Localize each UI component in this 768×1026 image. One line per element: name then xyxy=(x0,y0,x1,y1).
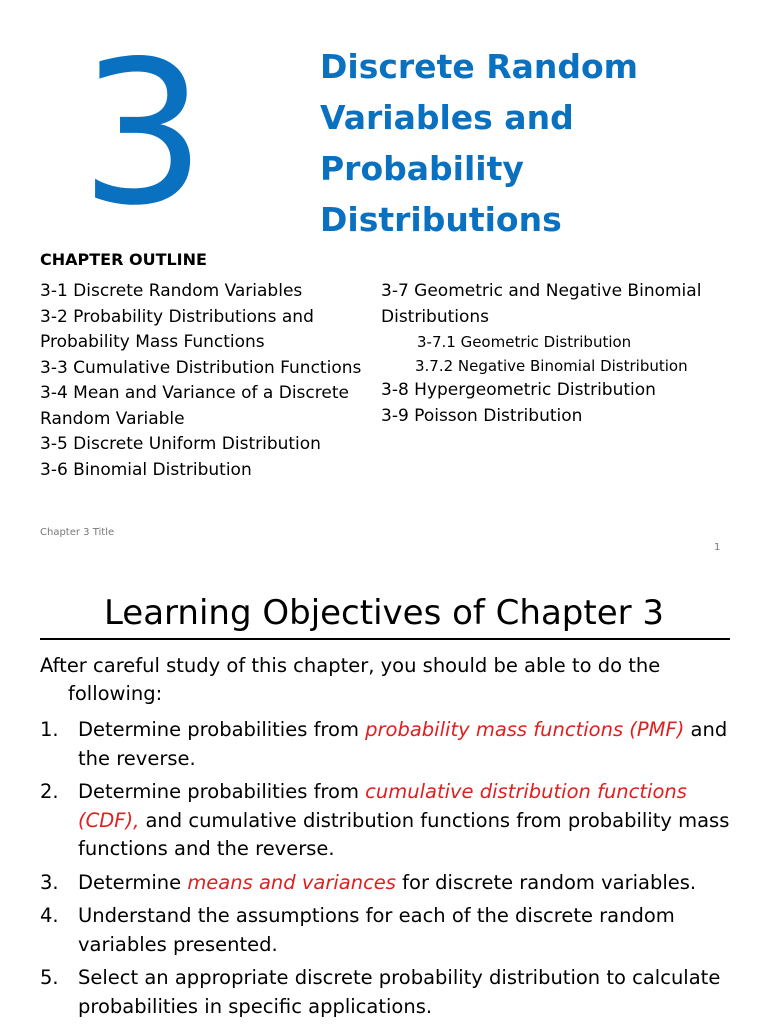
objective-text: Understand the assumptions for each of the discrete random variables presented. xyxy=(78,904,675,956)
intro-line: After careful study of this chapter, you should be able to do the xyxy=(40,654,661,677)
objective-item xyxy=(40,902,750,959)
outline-item: 3-1 Discrete Random Variables xyxy=(40,281,303,301)
objective-item xyxy=(40,778,750,864)
outline-subitem: 3-7.1 Geometric Distribution xyxy=(417,333,632,351)
objective-number: 4. xyxy=(40,904,59,927)
objectives-title: Learning Objectives of Chapter 3 xyxy=(103,593,665,633)
outline-heading: CHAPTER OUTLINE xyxy=(40,250,207,269)
outline-item: 3-4 Mean and Variance of a Discrete Random Variable xyxy=(40,383,349,429)
chapter-title: Discrete Random Variables and Probability Distributions xyxy=(320,47,639,239)
objective-text: and the reverse. xyxy=(78,718,728,770)
objective-number: 3. xyxy=(40,870,59,894)
outline-item: 3-7 Geometric and Negative Binomial Distributions xyxy=(381,281,702,327)
objective-item xyxy=(40,964,750,1021)
objectives-list xyxy=(40,716,750,1026)
objectives-intro xyxy=(40,652,740,708)
outline-right-column xyxy=(381,279,751,429)
objective-text: Determine xyxy=(78,870,188,894)
outline-item: 3-6 Binomial Distribution xyxy=(40,459,252,480)
objective-text: for discrete random variables. xyxy=(395,870,697,894)
objective-highlight: means and variances xyxy=(187,870,396,894)
objective-number: 5. xyxy=(40,966,59,989)
page-number: 1 xyxy=(714,542,721,553)
objective-text: Determine probabilities from xyxy=(78,780,366,803)
title-divider xyxy=(40,638,730,640)
outline-item: 3-9 Poisson Distribution xyxy=(381,405,583,426)
objective-text: and cumulative distribution functions from probability mass functions and the reverse. xyxy=(78,808,730,860)
objective-highlight: cumulative distribution functions (CDF), xyxy=(78,780,687,832)
outline-left-column xyxy=(40,279,380,483)
objective-item xyxy=(40,869,750,898)
intro-line: following: xyxy=(68,682,163,705)
outline-subitem: 3.7.2 Negative Binomial Distribution xyxy=(415,357,688,375)
objective-number: 1. xyxy=(40,718,59,741)
outline-item: 3-2 Probability Distributions and Probability Mass Functions xyxy=(40,306,314,352)
objective-item xyxy=(40,716,750,773)
objective-text: Select an appropriate discrete probability distribution to calculate probabilities in specific applications. xyxy=(78,966,721,1018)
objective-text: Determine probabilities from xyxy=(78,718,366,741)
objective-highlight: probability mass functions (PMF) xyxy=(365,718,685,741)
slide-footer: Chapter 3 Title xyxy=(40,527,115,538)
chapter-number: 3 xyxy=(80,18,206,249)
objective-number: 2. xyxy=(40,780,59,803)
outline-item: 3-8 Hypergeometric Distribution xyxy=(381,380,656,400)
outline-item: 3-3 Cumulative Distribution Functions xyxy=(40,357,362,378)
outline-item: 3-5 Discrete Uniform Distribution xyxy=(40,434,321,454)
